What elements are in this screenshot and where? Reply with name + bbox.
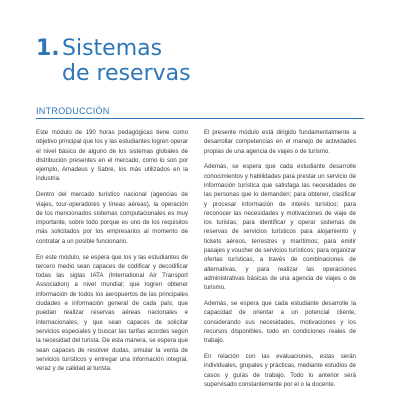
paragraph: En este módulo, se espera que los y las estudiantes de tercero medio sean capaces de codificar y decodificar todas las siglas IATA (International Air Transport Association) a nivel mundial; que logren obtener información de todos los aeropuertos de las principales ciudades e información general de cada país; que puedan realizar reservas aéreas nacionales e internacionales, y que sean capaces de solicitar servicios especiales y buscar las tarifas acordes según la necesidad del turista. De esta manera, se espera que sean capaces de resolver dudas, simular la venta de servicios turísticos y entregar una información integral, veraz y de calidad al turista. — [36, 253, 188, 373]
left-column — [36, 128, 188, 380]
paragraph: Este módulo de 190 horas pedagógicas tiene como objetivo principal que los y las estudiantes logren operar el nivel básico de alguno de los sistemas globales de distribución presentes en el mercado, como lo son por ejemplo, Amadeus y Sabre, los más utilizados en la industria. — [36, 129, 188, 183]
paragraph: Dentro del mercado turístico nacional (agencias de viajes, tour-operadores y líneas aéreas), la operación de los mencionados sistemas computacionales es muy importante, sobre todo porque es uno de los requisitos más solicitados por los empresarios al momento de contratar a un posible funcionario. — [36, 191, 188, 245]
section-divider — [36, 118, 364, 119]
chapter-title — [36, 36, 191, 86]
paragraph: El presente módulo está dirigido fundamentalmente a desarrollar competencias en el manejo de actividades propias de una agencia de viajes o de turismo. — [204, 129, 356, 155]
chapter-title-line-2: de reservas — [62, 61, 191, 86]
right-column — [204, 128, 356, 396]
section-heading: INTRODUCCIÓN — [36, 106, 110, 116]
paragraph: En relación con las evaluaciones, estas serán individuales, grupales y prácticas, mediante estudios de casos y guías de trabajo. Todo lo anterior será supervisado constantemente por el o la docente. — [204, 353, 356, 388]
paragraph: Además, se espera que cada estudiante desarrolle la capacidad de orientar a un potencial cliente, considerando sus necesidades, motivaciones y los recursos disponibles, todo en condiciones reales de trabajo. — [204, 300, 356, 345]
chapter-title-line-1: Sistemas — [62, 36, 163, 61]
chapter-number: 1. — [36, 36, 60, 61]
paragraph: Además, se espera que cada estudiante desarrolle conocimientos y habilidades para prestar un servicio de información turística que satisfaga las necesidades de las personas que lo demanden; para obtener, clasificar y procesar información de interés turístico; para reconocer las necesidades y motivaciones de viaje de los turistas; para identificar y operar sistemas de reservas de servicios turísticos para alojamiento y tickets aéreos, terrestres y marítimos; para emitir pasajes y voucher de servicios turísticos; para organizar ofertas turísticas, a través de combinaciones de alternativas, y para realizar las operaciones administrativas básicas de una agencia de viajes o de turismo. — [204, 163, 356, 292]
